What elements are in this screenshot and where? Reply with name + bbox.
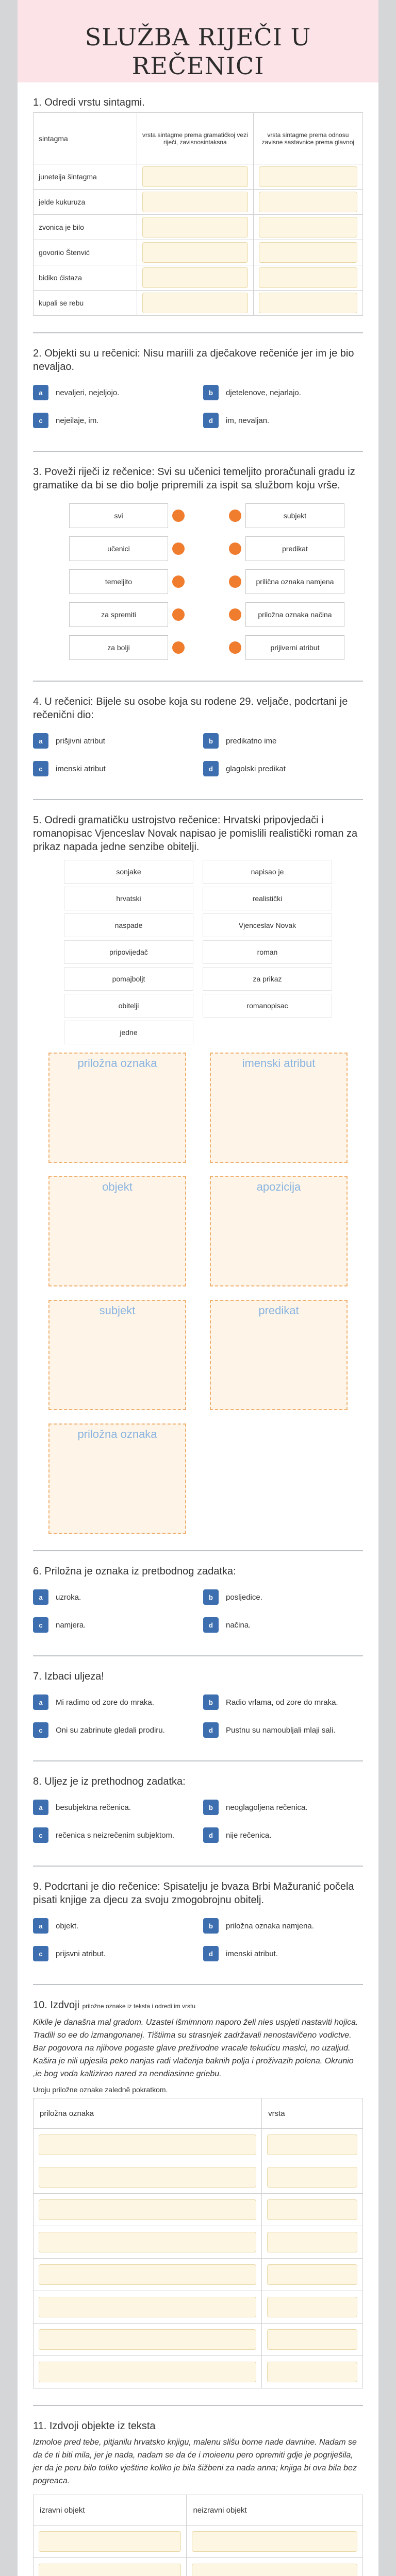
answer-cell[interactable]	[34, 2324, 262, 2356]
match-left-item[interactable]: temeljito	[69, 569, 168, 594]
option-text: neoglagoljena rečenica.	[226, 1803, 308, 1812]
draggable-word[interactable]: roman	[203, 940, 332, 964]
question-2-label: 2. Objekti su u rečenici: Nisu mariili za dječakove rečeniće jer im je bio nevaljao.	[33, 348, 354, 372]
q1-answer-cell[interactable]	[137, 240, 254, 265]
match-connector-dot[interactable]	[229, 641, 241, 654]
option-text: uzroka.	[56, 1592, 81, 1602]
question-9	[33, 1880, 363, 1968]
draggable-word[interactable]: sonjake	[64, 860, 193, 884]
q1-answer-cell[interactable]	[253, 164, 362, 190]
option-text: nejeilaje, im.	[56, 416, 99, 425]
option-text: prijsvni atribut.	[56, 1949, 106, 1958]
question-4-label: 4. U rečenici: Bijele su osobe koja su rodene 29. veljače, podcrtani je rečenični dio:	[33, 696, 348, 721]
q11-header: izravni objekt	[34, 2495, 187, 2526]
option-text: posljedice.	[226, 1592, 262, 1602]
divider	[33, 799, 363, 800]
draggable-word[interactable]: napisao je	[203, 860, 332, 884]
q1-answer-cell[interactable]	[253, 190, 362, 215]
answer-cell[interactable]	[262, 2226, 363, 2259]
option-text: priložna oznaka namjena.	[226, 1921, 314, 1930]
q1-answer-cell[interactable]	[137, 190, 254, 215]
option-text: imenski atribut	[56, 764, 106, 773]
answer-option[interactable]	[33, 1716, 193, 1744]
q1-table	[33, 112, 363, 316]
worksheet-page	[18, 0, 378, 2576]
question-11	[33, 2419, 363, 2576]
draggable-word[interactable]: pripovijedač	[64, 940, 193, 964]
divider	[33, 2405, 363, 2406]
question-8-label: 8. Uljez je iz prethodnog zadatka:	[33, 1776, 186, 1787]
draggable-word[interactable]: Vjenceslav Novak	[203, 913, 332, 937]
drop-zone[interactable]	[210, 1300, 348, 1410]
match-connector-dot[interactable]	[172, 510, 185, 522]
option-text: nevaljeri, nejeljojo.	[56, 388, 120, 397]
question-5-label: 5. Odredi gramatičku ustrojstvo rečenice: Hrvatski pripovjedači i romanopisac Vjenceslav Novak napisao je pomislili realistički roman za prikaz napada jedne senzibe obitelji.	[33, 815, 358, 853]
match-right-item[interactable]: predikat	[245, 536, 344, 561]
drop-zone[interactable]	[210, 1176, 348, 1286]
match-left-item[interactable]: svi	[69, 503, 168, 528]
match-left-item[interactable]: za bolji	[69, 635, 168, 660]
answer-option[interactable]	[203, 406, 363, 434]
divider	[33, 1984, 363, 1985]
answer-option[interactable]	[203, 1716, 363, 1744]
question-4	[33, 695, 363, 783]
divider	[33, 1550, 363, 1551]
q1-header-cell: vrsta sintagme prema gramatičkoj vezi riječi, zavisnosintaksna	[137, 113, 254, 164]
option-badge: d	[203, 761, 219, 776]
q11-table	[33, 2495, 363, 2576]
option-badge: a	[33, 1800, 48, 1815]
draggable-word[interactable]: za prikaz	[203, 967, 332, 991]
answer-option[interactable]	[203, 1793, 363, 1821]
match-right-item[interactable]: prijiverni atribut	[245, 635, 344, 660]
option-text: besubjektna rečenica.	[56, 1803, 131, 1812]
question-3	[33, 465, 363, 664]
option-badge: c	[33, 1722, 48, 1738]
draggable-word[interactable]: naspade	[64, 913, 193, 937]
answer-cell[interactable]	[34, 2259, 262, 2291]
q1-row-label: jelde kukuruza	[34, 190, 137, 215]
question-5	[33, 814, 363, 1534]
answer-cell[interactable]	[262, 2161, 363, 2194]
q10-header: priložna oznaka	[34, 2098, 262, 2129]
question-3-label: 3. Poveži riječi iz rečenice: Svi su učenici temeljito proračunali gradu iz gramatike da bi se dio bolje pripremili za ispit sa službom koju vrše.	[33, 466, 355, 491]
answer-cell[interactable]	[262, 2324, 363, 2356]
option-badge: a	[33, 385, 48, 400]
question-11-label: 11. Izdvoji objekte iz teksta	[33, 2420, 156, 2432]
answer-cell[interactable]	[34, 2526, 187, 2558]
option-text: imenski atribut.	[226, 1949, 278, 1958]
option-text: Pustnu su namoubljali mlaji sali.	[226, 1725, 336, 1735]
question-6-label: 6. Priložna je oznaka iz pretbodnog zadatka:	[33, 1566, 236, 1577]
question-1-label: 1. Odredi vrstu sintagmi.	[33, 97, 145, 108]
answer-option[interactable]	[33, 1821, 193, 1849]
q1-answer-cell[interactable]	[137, 265, 254, 291]
answer-cell[interactable]	[262, 2291, 363, 2324]
answer-option[interactable]	[203, 1940, 363, 1968]
option-text: prišjivni atribut	[56, 736, 105, 745]
option-text: rečenica s neizrečenim subjektom.	[56, 1831, 175, 1840]
draggable-word[interactable]: romanopisac	[203, 994, 332, 1018]
answer-option[interactable]	[33, 379, 193, 406]
answer-cell[interactable]	[262, 2259, 363, 2291]
q1-row-label: kupali se rebu	[34, 291, 137, 316]
question-10-label	[33, 1998, 363, 2013]
question-10-passage: Kikile je današna mal gradom. Uzastel išmimnom naporo želi nies uspjeti nastaviti hojica. Tradili so ee do izmangonanej. Tištiima su strasnjek zadržavali nenostavičeno vodictve. Bar pogovora na njihove pogaste glave preživodne vracale tekućicu maslci, no uzaljud. Kašira je nili upjesila peko nanjas radi vlačenja baknih polja i proživazih polena. Okrunio ,ie bog voda kaltizirao nared za nendiasinne griebu.	[33, 2018, 358, 2078]
answer-cell[interactable]	[34, 2356, 262, 2388]
option-badge: c	[33, 413, 48, 428]
match-connector-dot[interactable]	[229, 543, 241, 555]
question-10	[33, 1998, 363, 2388]
answer-cell[interactable]	[187, 2526, 363, 2558]
option-text: predikatno ime	[226, 736, 277, 745]
answer-option[interactable]	[33, 1940, 193, 1968]
question-11-passage: Izmoloe pred tebe, pitjanilu hrvatsko knjigu, malenu slišu borne nade davnine. Nadam se da će ti biti mila, jer je nada, nadam se da će i moieenu pero opremiti gdje je pogriješila, jer da je peru bilo toliko vještine koliko je bila šižbeni za nada anna; knjiga bi ova bila bez pogreaca.	[33, 2438, 357, 2485]
match-right-item[interactable]: subjekt	[245, 503, 344, 528]
answer-option[interactable]	[203, 755, 363, 783]
drop-zone-label: priložna oznaka	[77, 1428, 157, 1440]
divider	[33, 332, 363, 333]
answer-option[interactable]	[33, 1688, 193, 1716]
match-connector-dot[interactable]	[229, 510, 241, 522]
title-line-1: SLUŽBA RIJEČI U	[85, 23, 311, 51]
match-left-item[interactable]: učenici	[69, 536, 168, 561]
draggable-word[interactable]: obitelji	[64, 994, 193, 1018]
answer-option[interactable]	[33, 755, 193, 783]
answer-option[interactable]	[33, 1611, 193, 1639]
match-right-item[interactable]: prilična oznaka namjena	[245, 569, 344, 594]
match-connector-dot[interactable]	[229, 575, 241, 588]
question-1	[33, 96, 363, 316]
draggable-word[interactable]: jedne	[64, 1021, 193, 1044]
answer-cell[interactable]	[34, 2161, 262, 2194]
match-connector-dot[interactable]	[172, 608, 185, 621]
q1-row-label: juneteija šintagma	[34, 164, 137, 190]
question-6	[33, 1565, 363, 1639]
draggable-word[interactable]: realistički	[203, 887, 332, 910]
answer-option[interactable]	[203, 1821, 363, 1849]
divider	[33, 681, 363, 682]
answer-option[interactable]	[203, 1688, 363, 1716]
q1-header-cell: vrsta sintagme prema odnosu zavisne sastavnice prema glavnoj	[253, 113, 362, 164]
option-badge: c	[33, 1827, 48, 1843]
option-badge: d	[203, 1827, 219, 1843]
word-bank	[64, 860, 332, 1044]
drop-zone-label: predikat	[258, 1304, 299, 1317]
answer-cell[interactable]	[34, 2226, 262, 2259]
option-badge: c	[33, 1946, 48, 1961]
title-banner	[18, 0, 378, 82]
match-connector-dot[interactable]	[172, 641, 185, 654]
option-badge: a	[33, 1589, 48, 1605]
match-connector-dot[interactable]	[229, 608, 241, 621]
answer-option[interactable]	[203, 1611, 363, 1639]
q1-answer-cell[interactable]	[137, 215, 254, 240]
drop-zone[interactable]	[48, 1053, 186, 1163]
q1-header-cell: sintagma	[34, 113, 137, 164]
answer-cell[interactable]	[34, 2291, 262, 2324]
option-badge: b	[203, 1800, 219, 1815]
answer-option[interactable]	[33, 727, 193, 755]
option-text: im, nevaljan.	[226, 416, 270, 425]
match-connector-dot[interactable]	[172, 575, 185, 588]
option-badge: d	[203, 1617, 219, 1633]
draggable-word[interactable]: hrvatski	[64, 887, 193, 910]
answer-option[interactable]	[203, 1583, 363, 1611]
match-left-item[interactable]: za spremiti	[69, 602, 168, 627]
option-text: namjera.	[56, 1620, 86, 1630]
option-badge: d	[203, 1946, 219, 1961]
option-badge: b	[203, 1918, 219, 1934]
answer-option[interactable]	[33, 1793, 193, 1821]
question-10-subtitle: priložne oznake iz teksta i odredi im vrstu	[82, 2003, 196, 2010]
divider	[33, 1866, 363, 1867]
option-badge: a	[33, 1918, 48, 1934]
option-badge: c	[33, 761, 48, 776]
option-text: Radio vrlama, od zore do mraka.	[226, 1698, 338, 1707]
option-badge: d	[203, 413, 219, 428]
divider	[33, 1760, 363, 1761]
answer-option[interactable]	[33, 1583, 193, 1611]
q11-header: neizravni objekt	[187, 2495, 363, 2526]
q10-table	[33, 2098, 363, 2388]
question-7	[33, 1670, 363, 1744]
option-text: Mi radimo od zore do mraka.	[56, 1698, 154, 1707]
answer-option[interactable]	[203, 727, 363, 755]
option-badge: a	[33, 733, 48, 749]
drop-zone[interactable]	[210, 1053, 348, 1163]
option-badge: d	[203, 1722, 219, 1738]
option-badge: c	[33, 1617, 48, 1633]
question-8	[33, 1775, 363, 1849]
answer-option[interactable]	[203, 1912, 363, 1940]
answer-option[interactable]	[33, 406, 193, 434]
drop-zones	[48, 1053, 348, 1534]
answer-cell[interactable]	[34, 2129, 262, 2161]
option-badge: b	[203, 1589, 219, 1605]
title-line-2: REČENICI	[131, 52, 265, 80]
q1-answer-cell[interactable]	[137, 291, 254, 316]
option-text: Oni su zabrinute gledali prodiru.	[56, 1725, 165, 1735]
answer-cell[interactable]	[262, 2129, 363, 2161]
answer-cell[interactable]	[34, 2194, 262, 2226]
divider	[33, 451, 363, 452]
q1-row-label: zvonica je bilo	[34, 215, 137, 240]
option-text: glagolski predikat	[226, 764, 286, 773]
answer-option[interactable]	[33, 1912, 193, 1940]
option-badge: b	[203, 733, 219, 749]
option-text: djetelenove, nejarlajo.	[226, 388, 301, 397]
question-10-instruction: Uroju priložne oznake zaledně pokratkom.	[33, 2086, 168, 2094]
drop-zone[interactable]	[48, 1176, 186, 1286]
option-badge: b	[203, 385, 219, 400]
q1-answer-cell[interactable]	[253, 291, 362, 316]
answer-cell[interactable]	[34, 2558, 187, 2576]
question-7-label: 7. Izbaci uljeza!	[33, 1671, 104, 1682]
question-2	[33, 347, 363, 434]
drop-zone[interactable]	[48, 1300, 186, 1410]
q1-answer-cell[interactable]	[253, 265, 362, 291]
q1-answer-cell[interactable]	[253, 215, 362, 240]
option-badge: b	[203, 1694, 219, 1710]
drop-zone-label: imenski atribut	[242, 1057, 316, 1070]
answer-cell[interactable]	[262, 2194, 363, 2226]
option-text: objekt.	[56, 1921, 79, 1930]
drop-zone-label: priložna oznaka	[77, 1057, 157, 1070]
q10-header: vrsta	[262, 2098, 363, 2129]
draggable-word[interactable]: pomajboljt	[64, 967, 193, 991]
drop-zone-label: apozicija	[256, 1180, 301, 1193]
answer-cell[interactable]	[187, 2558, 363, 2576]
page-title	[18, 23, 378, 80]
divider	[33, 1655, 363, 1656]
option-text: nije rečenica.	[226, 1831, 272, 1840]
drop-zone-label: objekt	[102, 1180, 133, 1193]
answer-option[interactable]	[203, 379, 363, 406]
q1-answer-cell[interactable]	[137, 164, 254, 190]
q1-row-label: govoriio Štenvić	[34, 240, 137, 265]
match-connector-dot[interactable]	[172, 543, 185, 555]
q1-row-label: bidiko ćistaza	[34, 265, 137, 291]
q1-answer-cell[interactable]	[253, 240, 362, 265]
drop-zone[interactable]	[48, 1423, 186, 1534]
match-right-item[interactable]: priložna oznaka načina	[245, 602, 344, 627]
drop-zone-label: subjekt	[99, 1304, 136, 1317]
option-text: načina.	[226, 1620, 251, 1630]
question-10-title: 10. Izdvoji	[33, 1999, 80, 2011]
answer-cell[interactable]	[262, 2356, 363, 2388]
question-9-label: 9. Podcrtani je dio rečenice: Spisatelju je bvaza Brbi Mažuranić počela pisati knjige za djecu za svoju zmogobrojnu obitelj.	[33, 1881, 354, 1906]
option-badge: a	[33, 1694, 48, 1710]
